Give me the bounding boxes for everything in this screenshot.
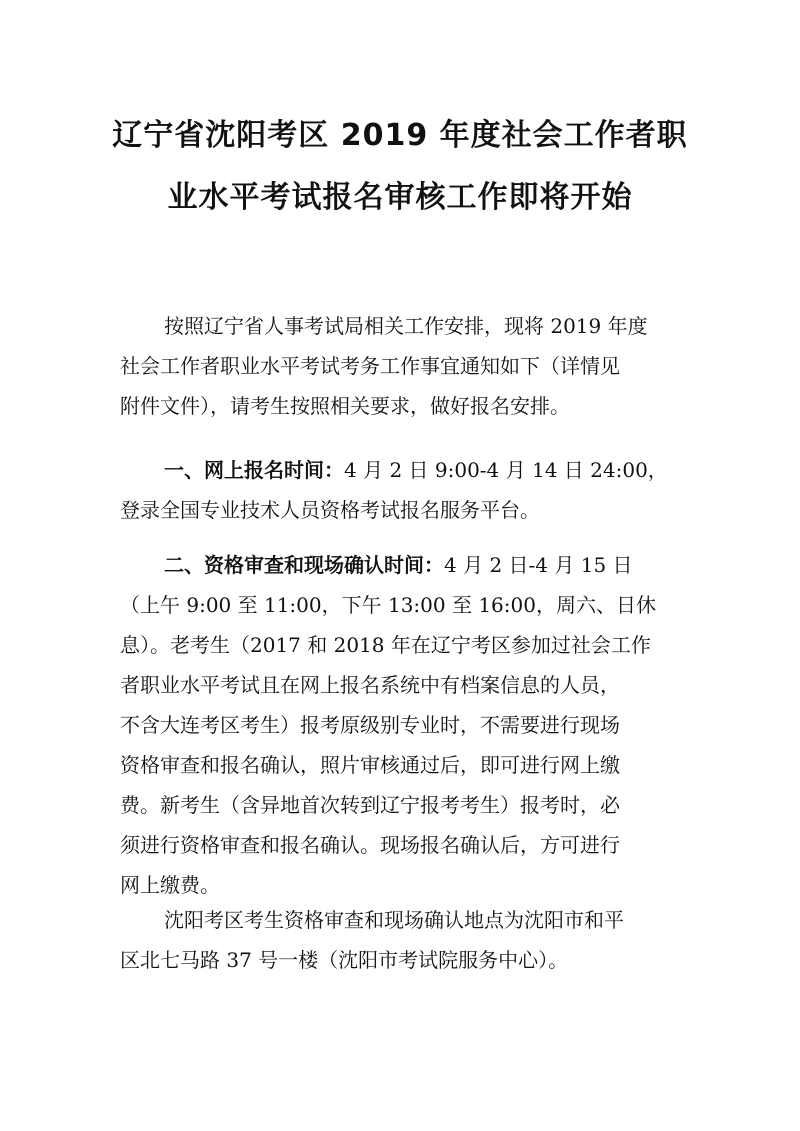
section-1-time: 4 月 2 日 9:00-4 月 14 日 24:00， <box>344 458 668 482</box>
section-1-line-2: 登录全国专业技术人员资格考试报名服务平台。 <box>120 498 540 522</box>
intro-line-3: 附件文件），请考生按照相关要求，做好报名安排。 <box>120 394 570 418</box>
section-qualification-review <box>120 545 680 905</box>
section-2-heading: 二、资格审查和现场确认时间： <box>164 553 444 577</box>
section-2-line-2: （上午 9:00 至 11:00，下午 13:00 至 16:00，周六、日休 <box>120 593 656 617</box>
section-2-line-6: 资格审查和报名确认，照片审核通过后，即可进行网上缴 <box>120 753 620 777</box>
section-2-line-8: 须进行资格审查和报名确认。现场报名确认后，方可进行 <box>120 833 620 857</box>
section-2-line-4: 者职业水平考试且在网上报名系统中有档案信息的人员， <box>120 673 620 697</box>
section-1-heading: 一、网上报名时间： <box>164 458 344 482</box>
section-2-line-9: 网上缴费。 <box>120 873 220 897</box>
section-online-registration <box>120 450 680 530</box>
section-2-line-5: 不含大连考区考生）报考原级别专业时，不需要进行现场 <box>120 713 620 737</box>
section-1-first-line <box>120 450 680 490</box>
section-2-time: 4 月 2 日-4 月 15 日 <box>444 553 633 577</box>
intro-paragraph <box>120 306 680 426</box>
section-2-line-7: 费。新考生（含异地首次转到辽宁报考考生）报考时，必 <box>120 793 620 817</box>
section-2-line-3: 息）。老考生（2017 和 2018 年在辽宁考区参加过社会工作 <box>120 633 651 657</box>
document-title-line-2: 业水平考试报名审核工作即将开始 <box>167 180 633 215</box>
location-paragraph <box>120 900 680 980</box>
intro-line-2: 社会工作者职业水平考试考务工作事宜通知如下（详情见 <box>120 354 620 378</box>
section-2-first-line <box>120 545 680 585</box>
location-line-2: 区北七马路 37 号一楼（沈阳市考试院服务中心）。 <box>120 948 569 972</box>
location-line-1: 沈阳考区考生资格审查和现场确认地点为沈阳市和平 <box>164 908 624 932</box>
intro-line-1: 按照辽宁省人事考试局相关工作安排，现将 2019 年度 <box>164 314 648 338</box>
document-title-line-1: 辽宁省沈阳考区 2019 年度社会工作者职 <box>112 118 688 153</box>
